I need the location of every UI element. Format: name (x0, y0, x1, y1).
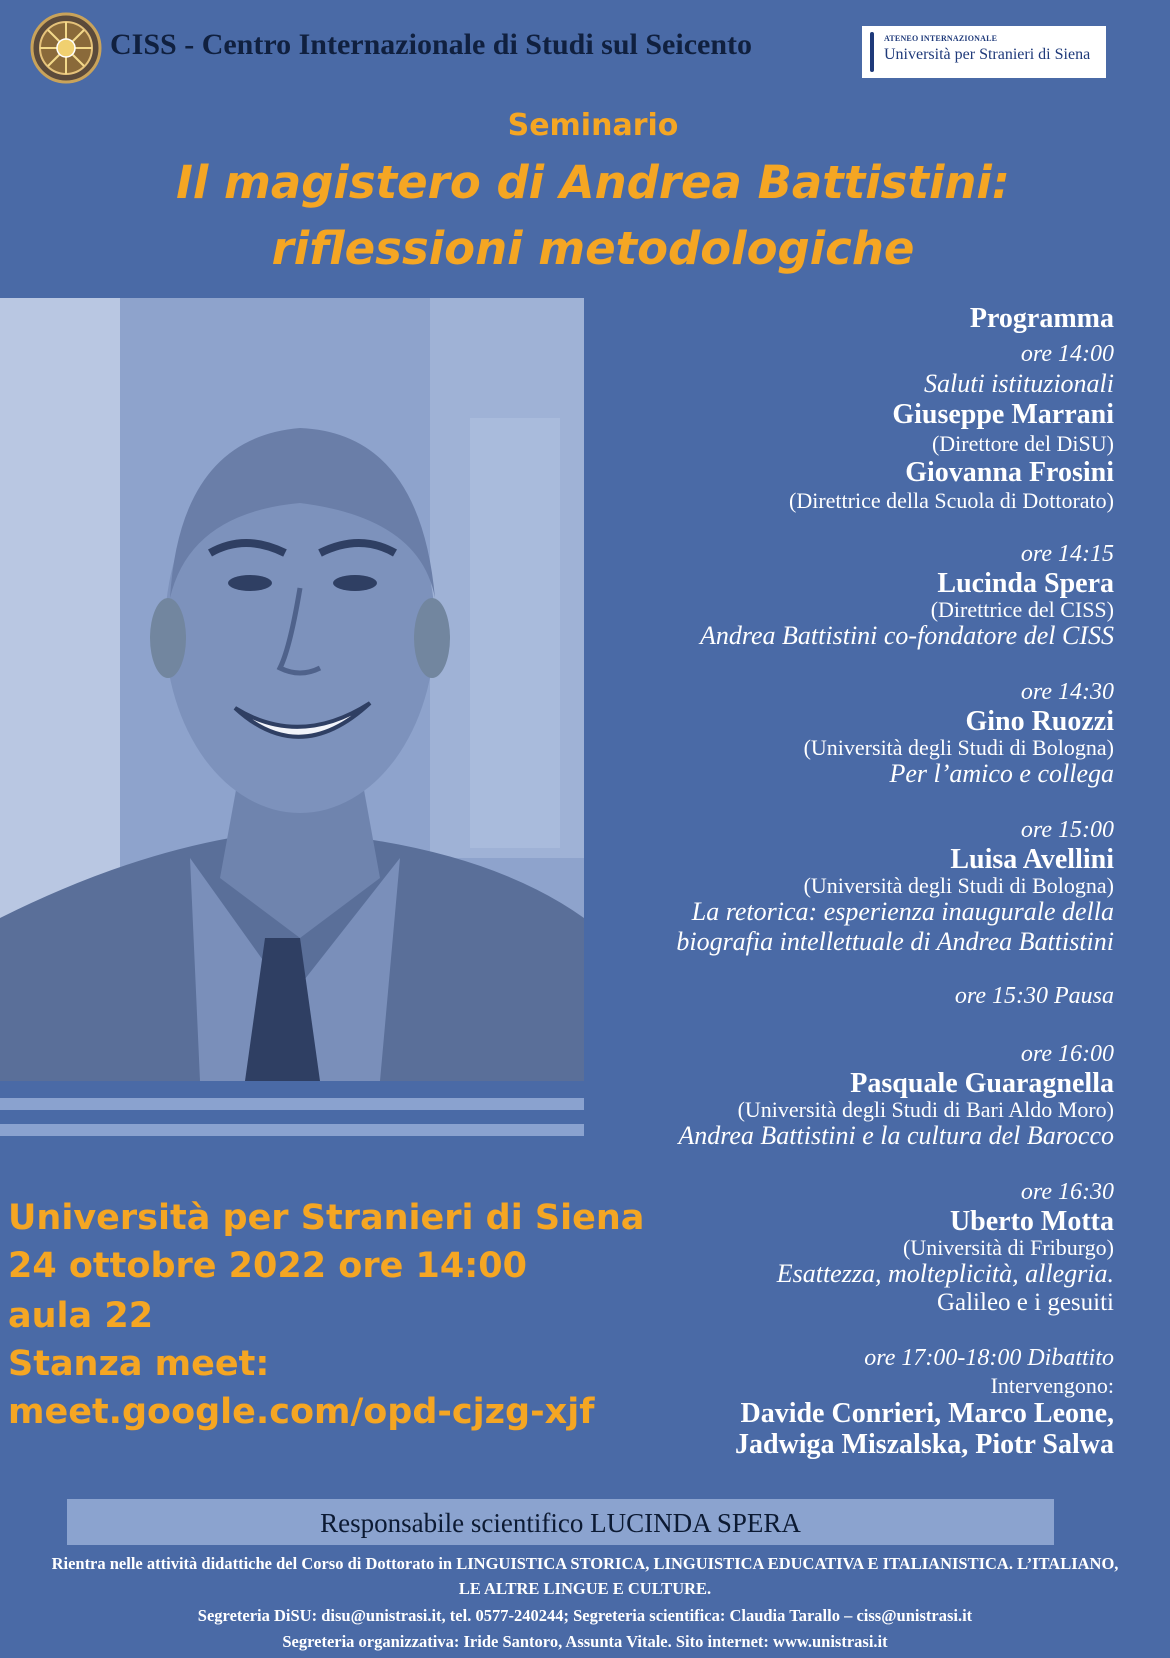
session-time: ore 16:00 (1020, 1041, 1114, 1067)
talk-title: La retorica: esperienza inaugurale della (691, 897, 1114, 926)
speaker-name: Gino Ruozzi (965, 706, 1114, 737)
talk-title: Per l’amico e collega (889, 759, 1114, 788)
programme-heading: Programma (969, 303, 1114, 334)
speaker-affiliation: (Università di Friburgo) (902, 1235, 1114, 1260)
decorative-stripe (0, 1124, 584, 1136)
decorative-stripe (0, 1098, 584, 1110)
speaker-name: Giovanna Frosini (905, 457, 1114, 488)
speaker-affiliation: (Università degli Studi di Bari Aldo Moro) (737, 1097, 1114, 1122)
talk-title: Galileo e i gesuiti (936, 1289, 1114, 1316)
ciss-title: CISS - Centro Internazionale di Studi sul Seicento (110, 28, 753, 61)
ciss-rose-window-logo (30, 12, 102, 84)
debate-speakers: Jadwiga Miszalska, Piotr Salwa (734, 1429, 1114, 1460)
talk-title: Esattezza, molteplicità, allegria. (776, 1259, 1114, 1288)
talk-title: Andrea Battistini e la cultura del Barocco (678, 1121, 1114, 1150)
university-logo (862, 26, 1106, 78)
speaker-name: Pasquale Guaragnella (850, 1068, 1114, 1099)
session-time: ore 16:30 (1020, 1179, 1114, 1205)
seminar-title-line-2: riflessioni metodologiche (271, 222, 915, 275)
speaker-name: Giuseppe Marrani (892, 399, 1114, 430)
responsabile-text: Responsabile scientifico LUCINDA SPERA (320, 1508, 801, 1538)
logo-mark (870, 32, 874, 72)
speaker-affiliation: (Università degli Studi di Bologna) (803, 873, 1114, 898)
session-time: ore 15:00 (1020, 817, 1114, 843)
venue-date: 24 ottobre 2022 ore 14:00 (8, 1246, 527, 1286)
debate-label: Intervengono: (990, 1373, 1114, 1398)
session-title: Saluti istituzionali (924, 369, 1114, 398)
seminar-title-line-1: Il magistero di Andrea Battistini: (176, 156, 1010, 209)
debate-speakers: Davide Conrieri, Marco Leone, (740, 1398, 1114, 1429)
speaker-name: Lucinda Spera (937, 568, 1114, 599)
seminar-label: Seminario (507, 108, 679, 143)
speaker-affiliation: (Università degli Studi di Bologna) (803, 735, 1114, 760)
break-time: ore 15:30 Pausa (954, 983, 1114, 1009)
organization-info: Segreteria organizzativa: Iride Santoro, Assunta Vitale. Sito internet: www.unistrasi.it (282, 1632, 888, 1651)
meet-label: Stanza meet: (8, 1344, 270, 1384)
session-time: ore 14:30 (1020, 679, 1114, 705)
doctorate-note: Rientra nelle attività didattiche del Corso di Dottorato in LINGUISTICA STORICA, LINGUISTICA EDUCATIVA E ITALIANISTICA. L’ITALIANO, (51, 1554, 1119, 1573)
venue-university: Università per Stranieri di Siena (8, 1198, 645, 1238)
session-time: ore 14:00 (1020, 341, 1114, 367)
speaker-affiliation: (Direttore del DiSU) (931, 431, 1114, 456)
doctorate-note: LE ALTRE LINGUE E CULTURE. (458, 1579, 712, 1598)
speaker-name: Uberto Motta (949, 1206, 1114, 1237)
meet-link[interactable]: meet.google.com/opd-cjzg-xjf (8, 1392, 595, 1432)
speaker-affiliation: (Direttrice del CISS) (930, 597, 1114, 622)
talk-title: biografia intellettuale di Andrea Battistini (676, 927, 1114, 956)
logo-small-text: ATENEO INTERNAZIONALE (884, 34, 998, 43)
portrait-photo (0, 298, 584, 1081)
speaker-name: Luisa Avellini (950, 844, 1114, 875)
contact-info: Segreteria DiSU: disu@unistrasi.it, tel. 0577-240244; Segreteria scientifica: Claudia Tarallo – ciss@unistrasi.it (197, 1606, 973, 1625)
session-time: ore 14:15 (1020, 541, 1114, 567)
venue-room: aula 22 (8, 1296, 154, 1336)
debate-time: ore 17:00-18:00 Dibattito (864, 1345, 1114, 1371)
talk-title: Andrea Battistini co-fondatore del CISS (699, 621, 1114, 650)
speaker-affiliation: (Direttrice della Scuola di Dottorato) (789, 488, 1114, 513)
logo-name: Università per Stranieri di Siena (884, 46, 1091, 63)
